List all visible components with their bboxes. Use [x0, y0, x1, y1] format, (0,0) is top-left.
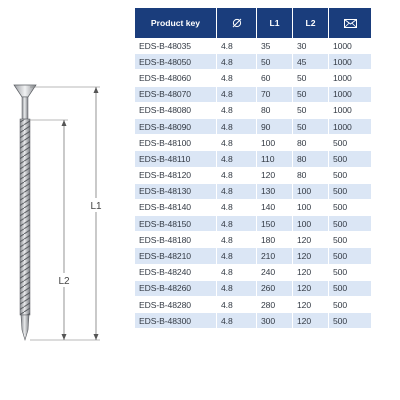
- l2-dimension-line: [30, 120, 74, 340]
- envelope-package-icon: [344, 19, 357, 28]
- table-row: [135, 200, 371, 216]
- table-row: [135, 151, 371, 167]
- cell-l2: 80: [293, 151, 329, 167]
- cell-l1: 90: [257, 119, 293, 135]
- cell-diameter: 4.8: [217, 248, 257, 264]
- cell-package-qty: 500: [329, 151, 371, 167]
- cell-l2: 50: [293, 119, 329, 135]
- cell-diameter: 4.8: [217, 200, 257, 216]
- table-row: [135, 70, 371, 86]
- cell-product-key: EDS-B-48100: [135, 135, 217, 151]
- cell-l1: 60: [257, 70, 293, 86]
- cell-diameter: 4.8: [217, 216, 257, 232]
- table-row: [135, 232, 371, 248]
- header-product-key: Product key: [135, 8, 217, 38]
- cell-package-qty: 500: [329, 200, 371, 216]
- cell-l2: 100: [293, 216, 329, 232]
- cell-l2: 100: [293, 184, 329, 200]
- cell-product-key: EDS-B-48060: [135, 70, 217, 86]
- cell-package-qty: 1000: [329, 70, 371, 86]
- cell-diameter: 4.8: [217, 54, 257, 70]
- table-row: [135, 119, 371, 135]
- screw-shank: [22, 97, 28, 119]
- cell-product-key: EDS-B-48140: [135, 200, 217, 216]
- cell-l2: 50: [293, 87, 329, 103]
- screw-drill-tip: [21, 315, 29, 340]
- cell-product-key: EDS-B-48090: [135, 119, 217, 135]
- cell-l1: 130: [257, 184, 293, 200]
- cell-diameter: 4.8: [217, 297, 257, 313]
- diameter-symbol-icon: [232, 18, 242, 28]
- table-row: [135, 281, 371, 297]
- table-row: [135, 87, 371, 103]
- cell-l2: 80: [293, 168, 329, 184]
- table-row: [135, 168, 371, 184]
- cell-product-key: EDS-B-48035: [135, 38, 217, 54]
- cell-l1: 35: [257, 38, 293, 54]
- cell-package-qty: 500: [329, 248, 371, 264]
- cell-l1: 300: [257, 313, 293, 329]
- cell-diameter: 4.8: [217, 265, 257, 281]
- table-row: [135, 265, 371, 281]
- screw-thread: [20, 119, 30, 315]
- cell-l2: 120: [293, 313, 329, 329]
- cell-l2: 120: [293, 265, 329, 281]
- cell-l1: 150: [257, 216, 293, 232]
- cell-diameter: 4.8: [217, 313, 257, 329]
- table-row: [135, 54, 371, 70]
- cell-l2: 100: [293, 200, 329, 216]
- cell-diameter: 4.8: [217, 184, 257, 200]
- cell-diameter: 4.8: [217, 232, 257, 248]
- cell-diameter: 4.8: [217, 135, 257, 151]
- cell-l2: 120: [293, 281, 329, 297]
- cell-diameter: 4.8: [217, 151, 257, 167]
- cell-l1: 50: [257, 54, 293, 70]
- cell-l1: 140: [257, 200, 293, 216]
- cell-product-key: EDS-B-48280: [135, 297, 217, 313]
- cell-l2: 80: [293, 135, 329, 151]
- cell-diameter: 4.8: [217, 38, 257, 54]
- cell-l1: 100: [257, 135, 293, 151]
- cell-l1: 180: [257, 232, 293, 248]
- table-row: [135, 248, 371, 264]
- cell-l1: 280: [257, 297, 293, 313]
- cell-package-qty: 1000: [329, 119, 371, 135]
- cell-product-key: EDS-B-48210: [135, 248, 217, 264]
- cell-l1: 120: [257, 168, 293, 184]
- header-diameter: [217, 8, 257, 38]
- cell-product-key: EDS-B-48240: [135, 265, 217, 281]
- cell-product-key: EDS-B-48130: [135, 184, 217, 200]
- cell-package-qty: 1000: [329, 103, 371, 119]
- cell-package-qty: 1000: [329, 87, 371, 103]
- table-header-row: [135, 8, 371, 38]
- cell-diameter: 4.8: [217, 119, 257, 135]
- cell-package-qty: 500: [329, 265, 371, 281]
- cell-l1: 80: [257, 103, 293, 119]
- table-row: [135, 184, 371, 200]
- table-row: [135, 313, 371, 329]
- cell-product-key: EDS-B-48260: [135, 281, 217, 297]
- cell-diameter: 4.8: [217, 87, 257, 103]
- cell-diameter: 4.8: [217, 70, 257, 86]
- l1-dimension-line: [30, 87, 106, 340]
- cell-product-key: EDS-B-48110: [135, 151, 217, 167]
- cell-package-qty: 500: [329, 232, 371, 248]
- cell-product-key: EDS-B-48070: [135, 87, 217, 103]
- cell-package-qty: 500: [329, 135, 371, 151]
- cell-diameter: 4.8: [217, 103, 257, 119]
- cell-l2: 30: [293, 38, 329, 54]
- cell-l1: 260: [257, 281, 293, 297]
- l2-label: L2: [58, 276, 70, 287]
- product-table: [135, 8, 371, 329]
- cell-package-qty: 500: [329, 184, 371, 200]
- cell-package-qty: 1000: [329, 38, 371, 54]
- header-package: [329, 8, 371, 38]
- cell-product-key: EDS-B-48150: [135, 216, 217, 232]
- header-l1: L1: [257, 8, 293, 38]
- cell-diameter: 4.8: [217, 281, 257, 297]
- cell-l1: 210: [257, 248, 293, 264]
- cell-l2: 120: [293, 248, 329, 264]
- cell-package-qty: 500: [329, 216, 371, 232]
- cell-l1: 70: [257, 87, 293, 103]
- cell-product-key: EDS-B-48080: [135, 103, 217, 119]
- table-row: [135, 38, 371, 54]
- screw-drawing: [0, 0, 135, 400]
- cell-l1: 110: [257, 151, 293, 167]
- table-row: [135, 297, 371, 313]
- cell-package-qty: 500: [329, 297, 371, 313]
- cell-product-key: EDS-B-48120: [135, 168, 217, 184]
- cell-package-qty: 500: [329, 168, 371, 184]
- table-row: [135, 103, 371, 119]
- cell-package-qty: 500: [329, 313, 371, 329]
- cell-diameter: 4.8: [217, 168, 257, 184]
- cell-product-key: EDS-B-48050: [135, 54, 217, 70]
- table-row: [135, 135, 371, 151]
- cell-package-qty: 1000: [329, 54, 371, 70]
- cell-product-key: EDS-B-48300: [135, 313, 217, 329]
- header-l2: L2: [293, 8, 329, 38]
- cell-product-key: EDS-B-48180: [135, 232, 217, 248]
- table-row: [135, 216, 371, 232]
- cell-l2: 120: [293, 232, 329, 248]
- cell-l2: 45: [293, 54, 329, 70]
- cell-l1: 240: [257, 265, 293, 281]
- cell-package-qty: 500: [329, 281, 371, 297]
- cell-l2: 50: [293, 103, 329, 119]
- cell-l2: 120: [293, 297, 329, 313]
- cell-l2: 50: [293, 70, 329, 86]
- l1-label: L1: [90, 201, 102, 212]
